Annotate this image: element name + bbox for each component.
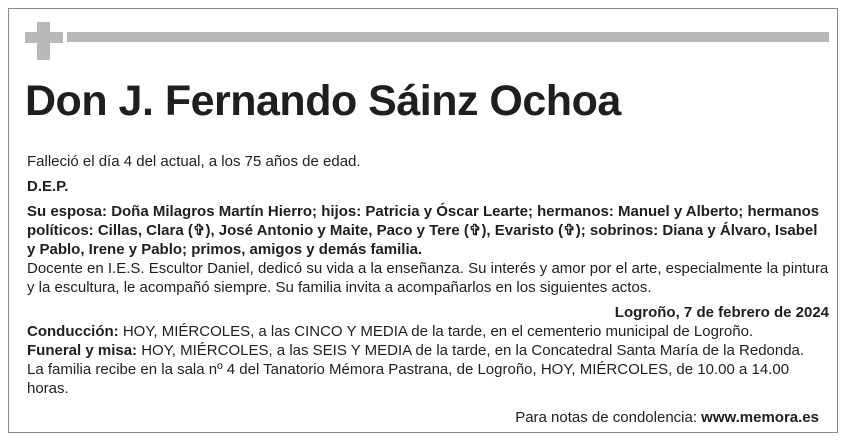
cross-icon: ✞ xyxy=(468,222,482,239)
cross-icon: ✞ xyxy=(563,222,576,239)
biography: Docente en I.E.S. Escultor Daniel, dedicó su vida a la enseñanza. Su interés y amor por el arte, especialmente la pintura y la escultura, le acompañó siempre. Su familia invita a acompañarlos en los siguientes actos. xyxy=(27,260,829,296)
family-text-4: ); sobrinos: Diana y Álvaro, Isabel y Pablo, Irene y Pablo; primos, amigos y demás familia. xyxy=(27,222,818,258)
funeral-line xyxy=(27,341,829,360)
deceased-name: Don J. Fernando Sáinz Ochoa xyxy=(25,77,621,125)
cross-icon: ✞ xyxy=(192,222,206,239)
family-text-2: ), José Antonio y Maite, Paco y Tere ( xyxy=(205,222,469,239)
condolence-link[interactable]: www.memora.es xyxy=(701,409,819,426)
condolence-text: Para notas de condolencia: xyxy=(515,409,702,426)
conduccion-line xyxy=(27,322,829,341)
condolence-footer xyxy=(515,408,819,427)
funeral-text: HOY, MIÉRCOLES, a las SEIS Y MEDIA de la tarde, en la Concatedral Santa María de la Redonda. xyxy=(137,342,805,359)
header-rule xyxy=(67,32,829,42)
family-text-3: ), Evaristo ( xyxy=(481,222,564,239)
reception-line: La familia recibe en la sala nº 4 del Tanatorio Mémora Pastrana, de Logroño, HOY, MIÉRCOLES, de 10.00 a 14.00 horas. xyxy=(27,361,790,397)
funeral-label: Funeral y misa: xyxy=(27,342,138,359)
cross-icon xyxy=(25,22,63,60)
family-text-1: Su esposa: Doña Milagros Martín Hierro; hijos: Patricia y Óscar Learte; hermanos: Manuel y Alberto; hermanos políticos: Cillas, Clara ( xyxy=(27,203,820,239)
rip-line: D.E.P. xyxy=(27,178,69,195)
conduccion-label: Conducción: xyxy=(27,323,119,340)
obituary-notice xyxy=(8,8,838,433)
place-date: Logroño, 7 de febrero de 2024 xyxy=(614,304,829,321)
family-list xyxy=(27,202,829,259)
notice-body xyxy=(27,152,829,398)
conduccion-text: HOY, MIÉRCOLES, a las CINCO Y MEDIA de la tarde, en el cementerio municipal de Logroño. xyxy=(118,323,754,340)
death-line: Falleció el día 4 del actual, a los 75 años de edad. xyxy=(27,153,361,170)
